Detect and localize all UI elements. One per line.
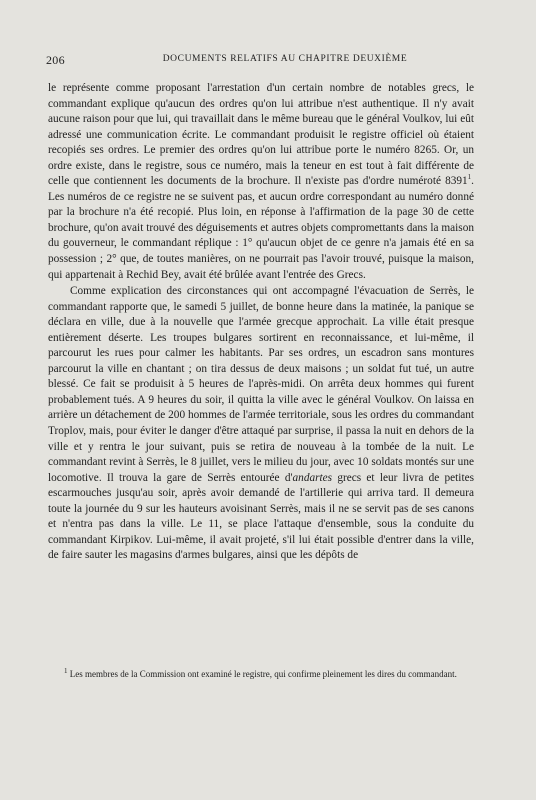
paragraph xyxy=(48,81,474,283)
paragraph xyxy=(48,284,474,564)
paragraph-text: le représente comme proposant l'arrestation d'un certain nombre de notables grecs, le commandant explique qu'aucun des ordres qu'on lui attribue n'est authentique. Il n'y avait aucune raison pour que lui, qui travaillait dans le même bureau que le général Voulkov, lui eût adressé une communication écrite. Le commandant produisit le registre officiel où étaient recopiés ses ordres. Le premier des ordres qu'on lui attribue porte le numéro 8265. Or, un ordre existe, dans le registre, sous ce numéro, mais la teneur en est tout à fait différente de celle que contiennent les documents de la brochure. Il n'existe pas d'ordre numéroté 8391 xyxy=(48,82,474,188)
page-number: 206 xyxy=(46,53,65,67)
body-text xyxy=(48,81,474,564)
paragraph-text: Comme explication des circonstances qui ont accompagné l'évacuation de Serrès, le commandant rapporte que, le samedi 5 juillet, de bonne heure dans la matinée, la panique se déclara en ville, due à la nouvelle que l'armée grecque approchait. La ville était presque entièrement déserte. Les troupes bulgares sortirent en reconnaissance, et lui-même, il parcourut les rues pour calmer les habitants. Par ses ordres, un escadron sans montures parcourut la ville en chantant ; on tira dessus de deux maisons ; un soldat fut tué, un autre blessé. Ce fait se produisit à 5 heures de l'après-midi. On arrêta deux hommes qui furent probablement tués. A 9 heures du soir, il quitta la ville avec le général Voulkov. On laissa en arrière un détachement de 200 hommes de l'armée territoriale, sous les ordres du commandant Troplov, mais, pour éviter le danger d'être attaqué par surprise, il passa la nuit en dehors de la ville et y rentra le jour suivant, puis se retira de nouveau à la tombée de la nuit. Le commandant revint à Serrès, le 8 juillet, vers le milieu du jour, avec 10 soldats montés sur une locomotive. Il trouva la gare de Serrès entourée d' xyxy=(48,285,474,484)
paragraph-text: grecs et leur livra de petites escarmouches jusqu'au soir, après avoir demandé de l'artillerie qui arriva tard. Il demeura toute la journée du 9 sur les hauteurs avoisinant Serrès, mais il ne se servit pas de ses canons et n'entra pas dans la ville. Le 11, se place l'attaque d'ensemble, sous la conduite du commandant Kirpikov. Lui-même, il avait projeté, s'il lui était possible d'entrer dans la ville, de faire sauter les magasins d'armes bulgares, ainsi que les dépôts de xyxy=(48,471,474,562)
footnote-text: Les membres de la Commission ont examiné le registre, qui confirme pleinement les dires du commandant. xyxy=(69,669,457,679)
footnote xyxy=(48,668,474,680)
running-head: DOCUMENTS RELATIFS AU CHAPITRE DEUXIÈME xyxy=(162,54,408,64)
italic-term: andartes xyxy=(292,471,333,484)
footnote-mark: 1 xyxy=(64,667,68,675)
paragraph-text: . Les numéros de ce registre ne se suivent pas, et aucun ordre correspondant au numéro donné par la brochure n'a été recopié. Plus loin, en réponse à l'affirmation de la page 30 de cette brochure, qu'on avait trouvé des déguisements et autres objets compromettants dans la maison du gouverneur, le commandant réplique : 1° qu'aucun objet de ce genre n'a jamais été en sa possession ; 2° que, de toutes manières, on ne pourrait pas l'avoir trouvé, puisque la maison, qui appartenait à Rechid Bey, avait été brûlée avant l'entrée des Grecs. xyxy=(48,175,474,281)
footnote-reference: 1 xyxy=(467,173,472,182)
page-header xyxy=(46,53,496,69)
